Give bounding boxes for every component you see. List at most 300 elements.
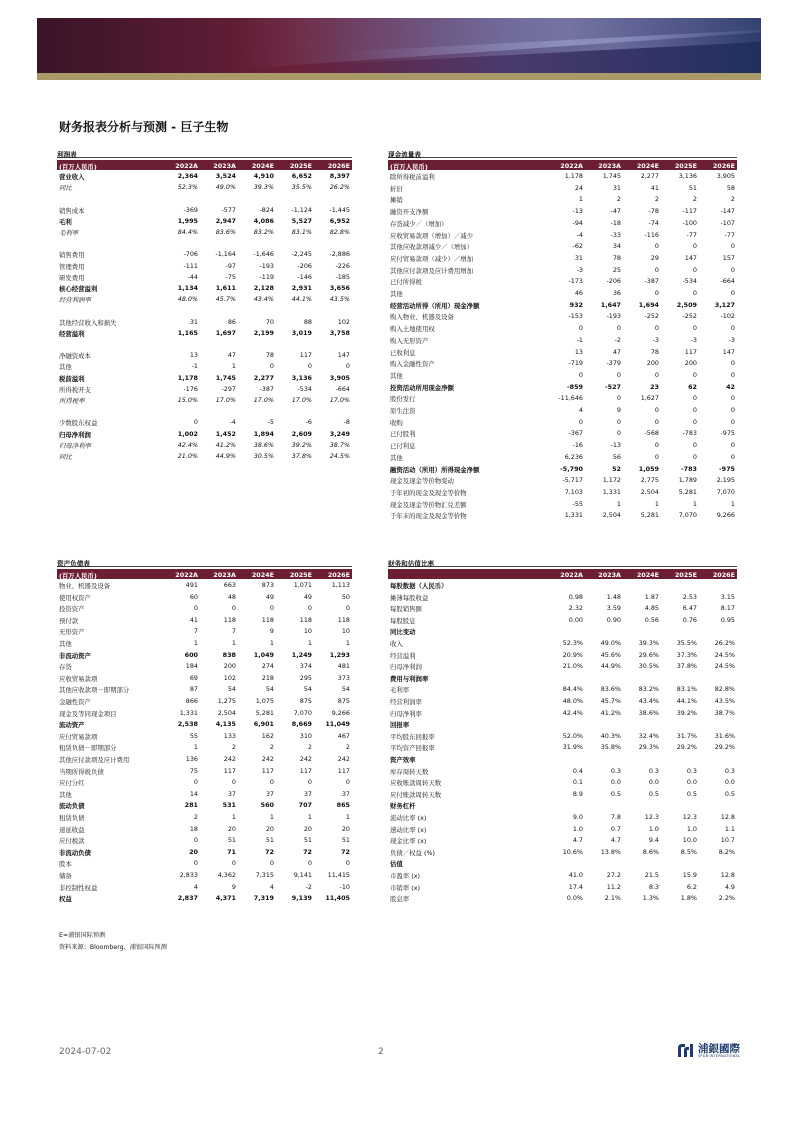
row-label: 现金及等同现金项目 <box>59 709 117 718</box>
cell-value: -2 <box>614 335 621 344</box>
cell-value: 39.2% <box>676 708 697 717</box>
cell-value: 2.32 <box>568 604 583 613</box>
cell-value: 184 <box>185 662 198 671</box>
row-label: 权益 <box>59 895 72 904</box>
cell-value: 4 <box>269 882 274 891</box>
cell-value: 136 <box>185 755 198 763</box>
cell-value: 48 <box>227 592 236 601</box>
cell-value: 42.4% <box>562 708 583 717</box>
table-row <box>57 661 352 673</box>
table-row <box>57 429 352 440</box>
table-row <box>57 373 352 384</box>
row-label: 收购 <box>390 418 403 427</box>
cell-value: 1,113 <box>331 581 350 589</box>
cell-value: 0 <box>654 289 659 297</box>
cell-value: 7,070 <box>716 487 735 496</box>
cell-value: 932 <box>569 300 583 309</box>
cell-value: 0 <box>269 778 274 787</box>
cell-value: -226 <box>335 261 350 270</box>
row-label: 存货减少／（增加） <box>390 219 448 228</box>
table-row <box>388 847 737 859</box>
cell-value: 0 <box>692 265 697 274</box>
cell-value: 37.8% <box>291 452 312 460</box>
cell-value: 7,315 <box>255 871 274 879</box>
cell-value: 2,509 <box>676 300 697 309</box>
table-row <box>388 253 737 265</box>
cell-value: 15.0% <box>177 396 198 404</box>
cell-value: 9,266 <box>331 708 350 717</box>
cell-value: 30.5% <box>253 452 274 460</box>
cell-value: 0.5 <box>648 789 659 798</box>
table-header <box>57 160 352 170</box>
cell-value: 70 <box>265 317 274 326</box>
cell-value: 1 <box>231 639 236 647</box>
cell-value: -975 <box>719 464 735 473</box>
cell-value: 60 <box>189 592 198 601</box>
table-row <box>57 249 352 260</box>
cell-value: -783 <box>682 429 697 438</box>
table-row <box>388 323 737 335</box>
table-row <box>388 731 737 743</box>
cell-value: -11,646 <box>558 394 583 403</box>
cell-value: 310 <box>299 731 312 740</box>
cell-value: 39.3% <box>638 639 659 647</box>
row-label: 折旧 <box>390 184 403 193</box>
table-row <box>57 742 352 754</box>
cell-value: 78 <box>612 253 621 262</box>
cell-value: 31 <box>189 317 198 326</box>
cell-value: 147 <box>337 351 350 360</box>
cell-value: 2,609 <box>291 429 312 438</box>
cell-value: 43.4% <box>253 295 274 304</box>
cell-value: 1 <box>345 639 350 647</box>
row-label: 毛利率 <box>390 686 410 695</box>
cell-value: 21.0% <box>562 662 583 671</box>
table-row <box>57 216 352 227</box>
cell-value: 2,504 <box>602 511 621 520</box>
cell-value: 7,070 <box>293 708 312 717</box>
cell-value: 17.0% <box>253 396 274 404</box>
cell-value: 200 <box>646 359 659 368</box>
cell-value: 12.8 <box>720 813 735 821</box>
cell-value: 0.3 <box>724 766 735 775</box>
table-row <box>57 766 352 778</box>
table-row <box>388 673 737 685</box>
table-row <box>388 510 737 522</box>
table-row <box>57 708 352 720</box>
table-row <box>57 673 352 685</box>
cell-value: 78 <box>650 347 659 356</box>
table-row <box>388 789 737 801</box>
cell-value: 0.0 <box>648 778 659 787</box>
row-label: 所得税开支 <box>59 385 91 394</box>
cell-value: 31.6% <box>714 731 735 740</box>
cell-value: 37.8% <box>676 662 697 671</box>
cell-value: 23 <box>650 382 659 391</box>
row-label: 股息率 <box>390 895 410 904</box>
cell-value: 52.0% <box>562 731 583 740</box>
year-header: 2024E <box>636 570 659 579</box>
cell-value: 9 <box>616 406 621 414</box>
cell-value: 1,452 <box>215 429 236 438</box>
table-row <box>57 395 352 406</box>
cell-value: 2,364 <box>177 172 198 180</box>
cell-value: 560 <box>260 801 274 810</box>
row-label: 已收利息 <box>390 348 416 357</box>
cell-value: -664 <box>335 384 350 393</box>
cell-value: 10.6% <box>562 847 583 856</box>
cell-value: 71 <box>227 847 236 856</box>
cell-value: 0 <box>692 452 697 461</box>
cell-value: 1 <box>345 813 350 821</box>
row-label: 预付款 <box>59 616 79 625</box>
table-header <box>57 569 352 579</box>
table-row <box>388 696 737 708</box>
cell-value: 0 <box>193 836 198 845</box>
table-row <box>388 464 737 476</box>
cell-value: 7,103 <box>564 487 583 496</box>
row-label: 每股数据（人民币） <box>390 582 448 590</box>
cell-value: 87 <box>189 685 198 694</box>
cell-value: 2 <box>692 195 697 204</box>
cell-value: 78 <box>265 351 274 360</box>
row-label: 应收贸易款项（增加）／减少 <box>390 231 474 240</box>
table-row <box>57 824 352 836</box>
cell-value: 1,694 <box>638 300 659 309</box>
row-label: 费用与利润率 <box>390 674 429 683</box>
cell-value: 6.47 <box>682 604 697 613</box>
page-title: 财务报表分析与预测 - 巨子生物 <box>59 120 229 134</box>
cell-value: 0.76 <box>682 615 697 624</box>
cell-value: 39.3% <box>253 183 274 192</box>
cell-value: 7.8 <box>610 813 621 821</box>
row-label: 所得税率 <box>59 397 85 405</box>
cell-value: 1.3% <box>642 894 659 903</box>
cell-value: 50 <box>341 592 350 601</box>
cell-value: 38.6% <box>253 440 274 449</box>
cell-value: 1 <box>692 499 697 508</box>
table-row <box>388 812 737 824</box>
cell-value: 24.5% <box>329 452 350 460</box>
cell-value: 25 <box>612 265 621 274</box>
table-row <box>57 650 352 662</box>
table-row <box>388 754 737 766</box>
row-label: 经营溢利 <box>390 651 416 660</box>
cell-value: -102 <box>720 312 735 321</box>
row-label: 非控制性权益 <box>59 883 98 892</box>
table-row <box>57 283 352 294</box>
cell-value: 117 <box>684 347 697 356</box>
cell-value: 83.6% <box>600 685 621 694</box>
cell-value: 6.2 <box>686 882 697 891</box>
cell-value: 481 <box>337 662 350 671</box>
cell-value: 0.00 <box>568 615 583 624</box>
cell-value: 147 <box>722 347 735 356</box>
cell-value: 2.2% <box>718 894 735 903</box>
cell-value: -4 <box>576 230 583 239</box>
cell-value: 17.0% <box>291 396 312 404</box>
row-label: 市销率 (x) <box>390 883 420 892</box>
year-header: 2025E <box>674 570 697 579</box>
row-label: 融资活动（所用）所得现金净额 <box>390 465 480 474</box>
table-row <box>57 317 352 328</box>
cell-value: -75 <box>225 272 236 281</box>
row-label: 无形资产 <box>59 628 85 637</box>
table-row <box>57 812 352 824</box>
row-label: 毛利率 <box>59 229 79 237</box>
table-row <box>388 475 737 487</box>
header-banner <box>37 18 761 73</box>
row-label: 回报率 <box>390 721 410 730</box>
table-row <box>388 742 737 754</box>
cell-value: 0 <box>730 289 735 297</box>
cell-value: 13 <box>574 347 583 356</box>
cell-value: 0 <box>345 859 350 868</box>
cell-value: -1 <box>576 335 583 344</box>
cell-value: 12.3 <box>682 813 697 821</box>
cell-value: 4,371 <box>215 894 236 903</box>
table-row <box>388 650 737 662</box>
row-label: 经营利润率 <box>390 698 422 706</box>
cell-value: 0 <box>269 859 274 868</box>
row-label: 财务杠杆 <box>390 802 416 811</box>
row-label: 经营溢利 <box>59 329 85 338</box>
cell-value: 875 <box>337 697 350 705</box>
table-row <box>57 580 352 592</box>
cell-value: 117 <box>261 766 274 775</box>
cell-value: 51 <box>227 836 236 845</box>
row-label: 其他 <box>59 640 72 648</box>
cell-value: 0.0 <box>610 778 621 787</box>
cell-value: 41.2% <box>215 440 236 449</box>
table-row <box>388 218 737 230</box>
row-label: 其他应收款项－即期部分 <box>59 686 130 695</box>
cell-value: 242 <box>223 755 236 763</box>
cell-value: 2 <box>654 195 659 204</box>
cell-value: 49.0% <box>215 183 236 192</box>
cell-value: -77 <box>686 230 697 239</box>
cell-value: -16 <box>572 441 583 450</box>
cell-value: -369 <box>183 205 198 214</box>
cell-value: 5,527 <box>291 216 312 225</box>
table-row <box>388 194 737 206</box>
unit-label: (百万人民币) <box>59 162 97 171</box>
cell-value: 42 <box>726 382 735 391</box>
table-row <box>388 382 737 394</box>
cell-value: 2,504 <box>217 708 236 717</box>
cell-value: 51 <box>265 836 274 845</box>
row-label: 流动负债 <box>59 802 85 811</box>
row-label: 每股销售额 <box>390 605 422 614</box>
cell-value: 1,331 <box>564 511 583 520</box>
cell-value: -47 <box>610 207 621 216</box>
cell-value: 9 <box>231 882 236 891</box>
cell-value: 72 <box>303 847 312 856</box>
row-label: 收入 <box>390 640 403 648</box>
unit-label: (百万人民币) <box>59 571 97 580</box>
cell-value: -13 <box>610 441 621 450</box>
row-label: 金融性资产 <box>59 698 91 706</box>
cell-value: -55 <box>572 499 583 508</box>
cell-value: 20 <box>341 824 350 833</box>
cell-value: 663 <box>223 581 236 589</box>
cell-value: 21.5 <box>644 871 659 879</box>
cell-value: 4 <box>193 882 198 891</box>
cell-value: 2 <box>231 743 236 752</box>
cell-value: -568 <box>644 429 659 438</box>
cell-value: 11,415 <box>327 871 350 879</box>
cell-value: 0 <box>231 778 236 787</box>
cell-value: 82.8% <box>329 228 350 236</box>
table-row <box>388 626 737 638</box>
cell-value: 0 <box>193 778 198 787</box>
cell-value: 1,178 <box>177 373 198 382</box>
cell-value: 3,136 <box>678 172 697 180</box>
row-label: 原生注资 <box>390 407 416 415</box>
cell-value: 0.95 <box>720 615 735 624</box>
table-row <box>388 766 737 778</box>
header-gold-bar <box>37 73 761 80</box>
cell-value: 4,135 <box>215 720 236 729</box>
table-row <box>388 241 737 253</box>
cell-value: -3 <box>690 335 697 344</box>
cell-value: 41.2% <box>600 708 621 717</box>
year-header: 2023A <box>598 161 621 170</box>
table-row <box>57 800 352 812</box>
row-label: 流动资产 <box>59 721 85 730</box>
cell-value: -1,445 <box>329 205 350 214</box>
table-header <box>388 160 737 170</box>
cell-value: -117 <box>682 207 697 216</box>
cell-value: -10 <box>339 882 350 891</box>
cell-value: 117 <box>299 351 312 360</box>
table-row <box>57 592 352 604</box>
cell-value: 43.5% <box>329 295 350 304</box>
cell-value: 0 <box>193 418 198 427</box>
cell-value: -78 <box>648 207 659 216</box>
table-row <box>388 405 737 417</box>
cell-value: 0 <box>193 604 198 613</box>
cell-value: 11.2 <box>606 882 621 891</box>
cell-value: 37 <box>227 789 236 798</box>
cell-value: 13.8% <box>600 847 621 856</box>
cell-value: 35.8% <box>600 743 621 752</box>
cell-value: 600 <box>184 650 198 659</box>
row-label: 毛利 <box>59 217 72 226</box>
table-row <box>57 205 352 216</box>
year-header: 2024E <box>251 570 274 579</box>
row-label: 租赁负债－即期部分 <box>59 744 117 753</box>
cell-value: 1,331 <box>179 708 198 717</box>
cell-value: 281 <box>184 801 198 810</box>
year-header: 2025E <box>289 161 312 170</box>
cell-value: 0.3 <box>648 766 659 775</box>
cell-value: -119 <box>259 272 274 281</box>
cell-value: 44.9% <box>215 452 236 460</box>
cell-value: 0 <box>654 417 659 426</box>
cell-value: 75 <box>189 766 198 775</box>
table-row <box>57 847 352 859</box>
cell-value: 0 <box>307 859 312 868</box>
cell-value: 15.9 <box>682 871 697 879</box>
cell-value: -824 <box>259 205 274 214</box>
table-row <box>388 311 737 323</box>
row-label: 摊销 <box>390 196 403 205</box>
logo-subtext: SPDB INTERNATIONAL <box>698 1054 741 1058</box>
table-row <box>57 272 352 283</box>
cell-value: 45.7% <box>600 697 621 705</box>
cell-value: 51 <box>341 836 350 845</box>
cell-value: 20.9% <box>562 650 583 659</box>
table-row <box>388 393 737 405</box>
cell-value: 17.0% <box>329 396 350 404</box>
row-label: 估值 <box>390 860 403 869</box>
cell-value: -185 <box>335 272 350 281</box>
cell-value: 2 <box>193 813 198 821</box>
cell-value: 0.98 <box>568 592 583 601</box>
cell-value: -387 <box>644 277 659 286</box>
cell-value: 1,075 <box>255 697 274 705</box>
cell-value: 118 <box>223 615 236 624</box>
table-row <box>57 451 352 462</box>
cell-value: 38.7% <box>329 440 350 449</box>
cell-value: 31 <box>612 183 621 192</box>
table-title: 现金流量表 <box>388 149 737 158</box>
cell-value: 1,134 <box>177 284 198 292</box>
cell-value: 0 <box>307 778 312 787</box>
cell-value: 48.0% <box>177 295 198 304</box>
cell-value: 38.6% <box>638 708 659 717</box>
cell-value: 7 <box>193 627 198 636</box>
logo-text: 浦銀國際 <box>698 1043 740 1055</box>
cell-value: -297 <box>221 384 236 393</box>
cell-value: 35.5% <box>676 639 697 647</box>
row-label: 资产效率 <box>390 756 416 764</box>
cell-value: 8,397 <box>329 172 350 180</box>
cell-value: 44.1% <box>291 295 312 304</box>
cell-value: -1,124 <box>291 205 312 214</box>
table-row <box>388 171 737 183</box>
table-row <box>57 696 352 708</box>
cell-value: 10 <box>341 627 350 636</box>
row-label: 同比变动 <box>390 628 416 637</box>
cell-value: 1 <box>307 639 312 647</box>
cell-value: 200 <box>684 359 697 368</box>
cell-value: 0 <box>730 242 735 251</box>
cell-value: 8.17 <box>720 604 735 613</box>
cell-value: 56 <box>612 452 621 461</box>
cell-value: 1.0 <box>572 824 583 833</box>
row-label: 除所得税前溢利 <box>390 173 435 181</box>
row-label: 现金比率 (x) <box>390 837 427 846</box>
cell-value: 133 <box>223 731 236 740</box>
cell-value: 86 <box>227 317 236 326</box>
table-row <box>388 870 737 882</box>
year-header: 2023A <box>213 570 236 579</box>
cell-value: 39.2% <box>291 440 312 449</box>
cell-value: 0.5 <box>724 789 735 798</box>
year-header: 2026E <box>712 161 735 170</box>
table-row <box>388 288 737 300</box>
cell-value: 20 <box>303 824 312 833</box>
row-label: 其他 <box>390 453 403 462</box>
cell-value: 5,281 <box>640 511 659 520</box>
cell-value: -859 <box>567 382 583 391</box>
cell-value: 0 <box>654 265 659 274</box>
cell-value: -783 <box>681 464 697 473</box>
row-label: 管理费用 <box>59 262 85 271</box>
cell-value: 1,293 <box>329 650 350 659</box>
